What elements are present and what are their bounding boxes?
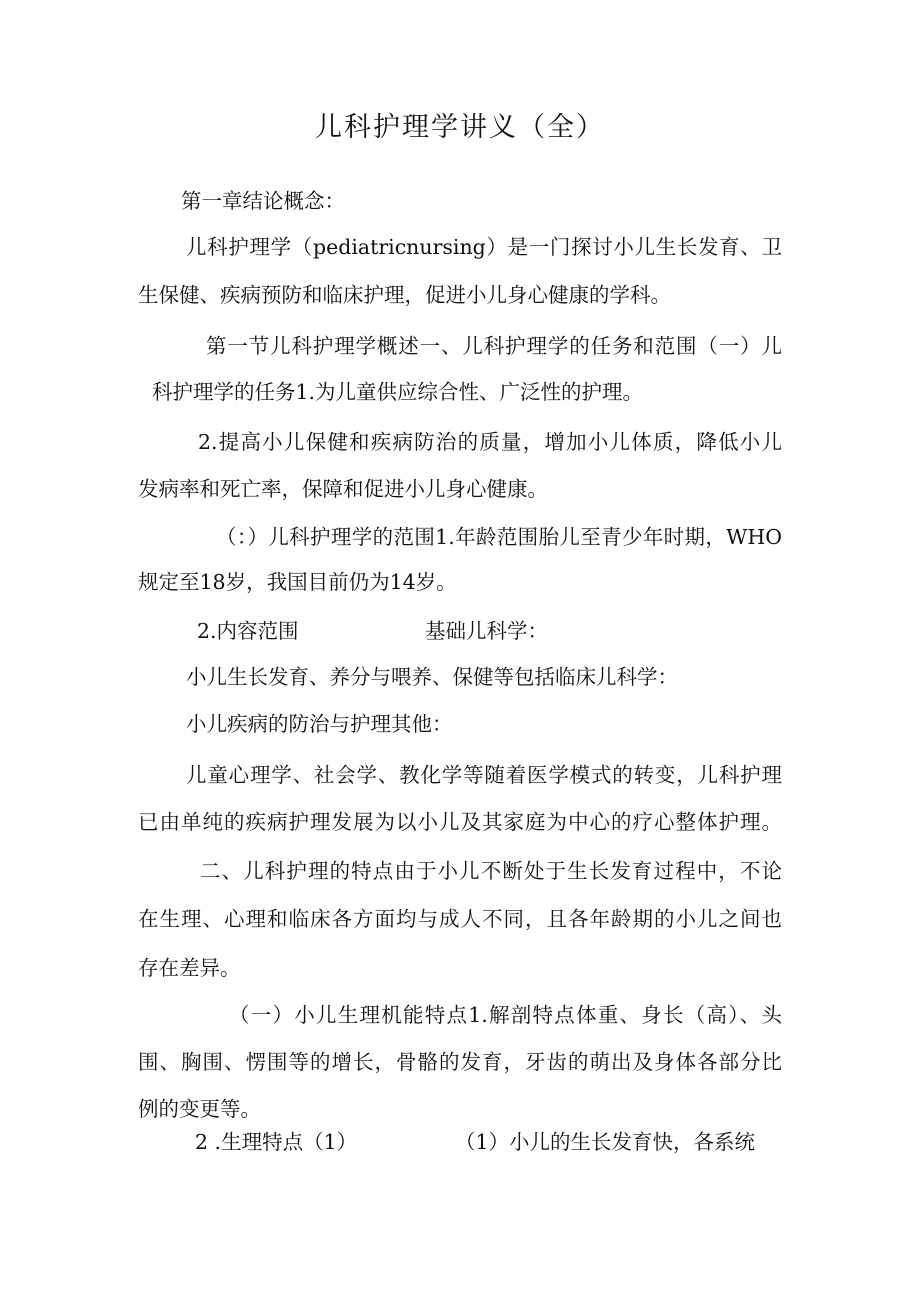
paragraph-line: 2 .生理特点（1） [195,1130,358,1154]
paragraph-line: （1）小儿的生长发育快，各系统 [455,1130,756,1154]
paragraph-line: 规定至18岁，我国目前仍为14岁。 [138,570,457,594]
paragraph-line: 发病率和死亡率，保障和促进小儿身心健康。 [138,477,548,501]
paragraph-line: 科护理学的任务1.为儿童供应综合性、广泛性的护理。 [152,380,644,404]
paragraph-line: 小儿疾病的防治与护理其他： [186,712,453,736]
document-title: 儿科护理学讲义（全） [315,112,605,143]
paragraph-line: （：）儿科护理学的范围1.年龄范围胎儿至青少年时期，WHO [216,525,782,549]
paragraph-line: 儿科护理学（pediatricnursing）是一门探讨小儿生长发育、卫 [186,235,782,259]
paragraph-line: 儿童心理学、社会学、教化学等随着医学模式的转变，儿科护理 [186,763,782,787]
chapter-heading: 第一章结论概念： [181,189,345,213]
paragraph-line: 存在差异。 [138,956,241,980]
paragraph-line: 2.内容范围 [197,619,299,643]
paragraph-line: 例的变更等。 [138,1097,261,1121]
paragraph-line: （一）小儿生理机能特点1.解剖特点体重、身长（高）、头 [229,1003,782,1027]
paragraph-line: 小儿生长发育、养分与喂养、保健等包括临床儿科学： [186,665,678,689]
paragraph-line: 在生理、心理和临床各方面均与成人不同，且各年龄期的小儿之间也 [138,907,782,931]
section-heading-line: 第一节儿科护理学概述一、儿科护理学的任务和范围（一）儿 [206,334,782,358]
paragraph-line: 生保健、疾病预防和临床护理，促进小儿身心健康的学科。 [138,283,671,307]
paragraph-line: 围、胸围、愣围等的增长，骨骼的发育，牙齿的萌出及身体各部分比 [138,1050,782,1074]
paragraph-line: 已由单纯的疾病护理发展为以小儿及其家庭为中心的疗心整体护理。 [138,810,782,834]
paragraph-line: 2.提高小儿保健和疾病防治的质量，增加小儿体质，降低小儿 [198,430,782,454]
paragraph-line: 二、儿科护理的特点由于小儿不断处于生长发育过程中，不论 [200,859,782,883]
paragraph-line: 基础儿科学： [425,619,548,643]
